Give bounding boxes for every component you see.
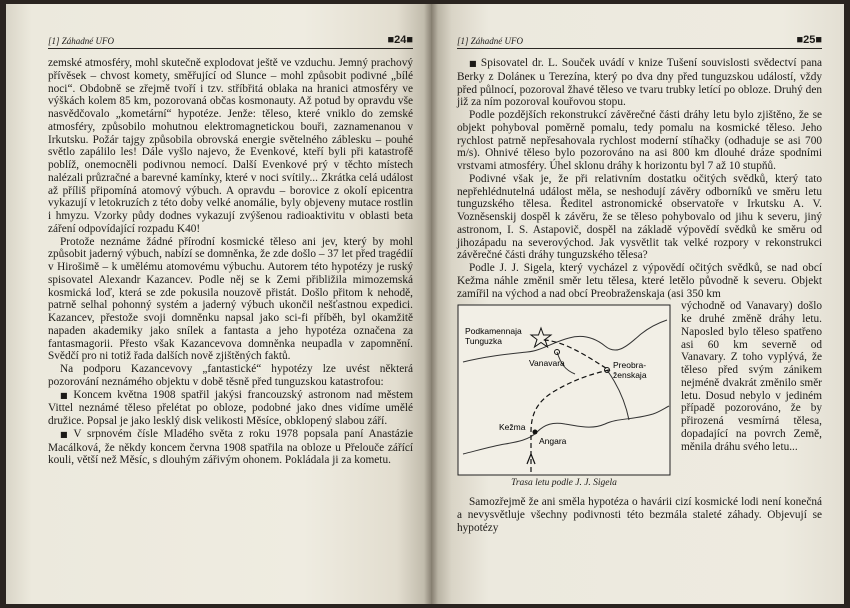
paragraph: Samozřejmě že ani směla hypotéza o havárii cizí kosmické lodi není konečná a nevysvětluje všechny podivnosti této bezmála staleté záhady. Objevují se hypotézy — [457, 496, 822, 534]
bullet-paragraph — [457, 57, 822, 109]
paragraph: Podle pozdějších rekonstrukcí závěrečné části dráhy letu bylo zjištěno, že se objekt pohyboval poměrně pomalu, tedy pomalu na kosmické těleso. Jeho rychlost patrně nepřesahovala rychlost moderní stíhačky (odhaduje se asi 700 m/s). Ohnivé těleso bylo pozorováno na asi 800 km dlouhé dráze spodními vrstvami atmosféry. Úhel sklonu dráhy k horizontu byl 7 až 10 stupňů. — [457, 109, 822, 172]
label-preobrazhenskaja-1: Preobra- — [613, 360, 647, 371]
label-tunguzka: Tunguzka — [465, 336, 503, 347]
label-vanavara: Vanavara — [529, 358, 565, 369]
left-page-header — [48, 34, 413, 49]
paragraph-text: V srpnovém čísle Mladého světa z roku 1978 popsala paní Anastázie Macálková, že někdy koncem června 1908 spatřila na obloze u Přelouče zářící kouli, větší než Měsíc, s dlouhým zářivým ohonem. Pokládala ji za kometu. — [48, 427, 413, 467]
bullet-paragraph — [48, 428, 413, 467]
book-spread — [6, 4, 844, 604]
label-angara: Angara — [539, 436, 567, 447]
running-head: [1] Záhadné UFO — [48, 36, 115, 46]
right-page-text — [457, 57, 822, 535]
left-page-text — [48, 57, 413, 467]
paragraph-text: Spisovatel dr. L. Souček uvádí v knize Tušení souvislosti svědectví pana Berky z Doláneк u Terezína, který po dva dny před tunguzskou událostí, vždy před půlnocí, pozoroval žhavé těleso ve tvaru trubky letící po obloze. Druhý den již za ním pozoroval kouřovou stopu. — [457, 57, 822, 109]
figure-caption: Trasa letu podle J. J. Sigela — [511, 478, 617, 489]
trajectory-map — [457, 304, 671, 476]
page-number: ■25■ — [796, 34, 822, 46]
paragraph: Podle J. J. Sigela, který vycházel z výpovědí očitých svědků, se nad obcí Kežma náhle změnil směr letu tělesa, které letělo původně k severu. Objekt zamířil na východ a nad obcí Preobraženskaja (asi 350 km — [457, 262, 822, 300]
figure-block — [457, 300, 822, 496]
kezhma-marker — [533, 430, 538, 435]
running-head: [1] Záhadné UFO — [457, 36, 524, 46]
bullet-square-icon: ■ — [60, 390, 71, 400]
trajectory-map-figure — [457, 304, 671, 494]
paragraph-beside-figure: východně od Vanavary) došlo ke druhé změně dráhy letu. Naposled bylo těleso spatřeno asi 60 km severně od Vanavary. Z toho vyplývá, že těleso před svým zánikem nejméně dvakrát změnilo směr letu. Dosud nebylo v jediném případě pozorováno, že by přirozená vesmírná tělesa, dopadající na povrch Země, měnila dráhu svého letu... — [681, 300, 822, 453]
label-preobrazhenskaja-2: ženskaja — [613, 370, 647, 381]
right-page — [431, 4, 844, 604]
paragraph: Protože neznáme žádné přírodní kosmické těleso ani jev, který by mohl způsobit jaderný výbuch, nabízí se domněnka, že zde došlo – 37 let před tragédií v Hirošimě – k umělému atomovému výbuchu. Autorem této hypotézy je ruský spisovatel Alexandr Kazancev. Podle něj se k Zemi přibližila mimozemská kosmická loď, která se zde pokusila nouzově přistát. Došlo přitom k nehodě, patrně selhal pohonný systém a jaderný výbuch ukončil nešťastnou expedici. Kazancev, přestože svoji domněnku napsal jako sci-fi příběh, byl okamžitě napaden akademiky jako snílek a fantasta a jeho hypotéza označena za fantasmagorii. Přesto však Kazancevova domněnka neupadla v zapomnění. Svědčí pro ni totiž řada dalších nově zjištěných faktů. — [48, 235, 413, 363]
left-page — [6, 4, 431, 604]
bullet-square-icon: ■ — [60, 429, 71, 439]
paragraph: zemské atmosféry, mohl skutečně explodovat ještě ve vzduchu. Jemný prachový přívěsek – chvost komety, směřující od Slunce – mohl způsobit podivné „bílé noci“. Obdobně se zřejmě tvoří i tzv. stříbřitá oblaka na hranici atmosféry ve výškách kolem 85 km, pozorovaná občas kosmonauty. Až potud by opravdu vše nasvědčovalo „kometární“ hypotéze. Jenže: těleso, které vniklo do zemské atmosféry, způsobilo mohutnou elektromagnetickou bouři, zaznamenanou v Irkutsku. Požár tajgy způsobila obrovská energie světelného záblesku – pouhé světlo zapálilo les! Dále vyšlo najevo, že Evenkové, kteří byli při katastrofě poblíž, onemocněli podivnou nemocí. Další Evenkové prý v těchto místech nalézali průzračné a barevné kamínky, které v noci svítily... Zkrátka celá událost až příliš připomíná atomový výbuch. A opravdu – borovice z okolí epicentra vykazují v letokruzích z této doby velké anomálie, byly objeveny mutace rostlin i hmyzu. Vzorky půdy dodnes vykazují zvýšenou radioaktivitu v oblasti beta záření odpovídající rozpadu K40! — [48, 57, 413, 235]
page-number: ■24■ — [387, 34, 413, 46]
book-gutter — [424, 4, 438, 604]
paragraph: Na podporu Kazancevovy „fantastické“ hypotézy lze uvést některá pozorování neznámého objektu v době těsně před tunguzskou katastrofou: — [48, 363, 413, 388]
bullet-square-icon: ■ — [469, 59, 478, 68]
paragraph-text: Koncem května 1908 spatřil jakýsi francouzský astronom nad městem Vittel neznámé těleso přelétat po obloze, podobné jako dnes vidíme umělé družice. Popsal je jako lesklý disk velikosti Měsíce, obklopený slabou září. — [48, 388, 413, 427]
bullet-paragraph — [48, 389, 413, 428]
right-page-header — [457, 34, 822, 49]
paragraph: Podivné však je, že při relativním dostatku očitých svědků, který tato nepřehlédnutelná událost měla, se neshodují závěry odborníků ve směru letu tunguzského tělesa. Ředitel astronomické observatoře v Irkutsku A. V. Vozněsenskij dospěl k závěru, že se těleso pohybovalo od jihu k severu, jiný astronom, I. S. Astapovič, dospěl na základě výpovědí svědků ke směru od jihozápadu na severovýchod. Jak vysvětlit tak velké rozpory v rekonstrukci závěrečné části dráhy tunguzského tělesa? — [457, 172, 822, 262]
label-podkamennaja: Podkamennaja — [465, 326, 522, 337]
label-kezhma: Kežma — [499, 422, 526, 433]
